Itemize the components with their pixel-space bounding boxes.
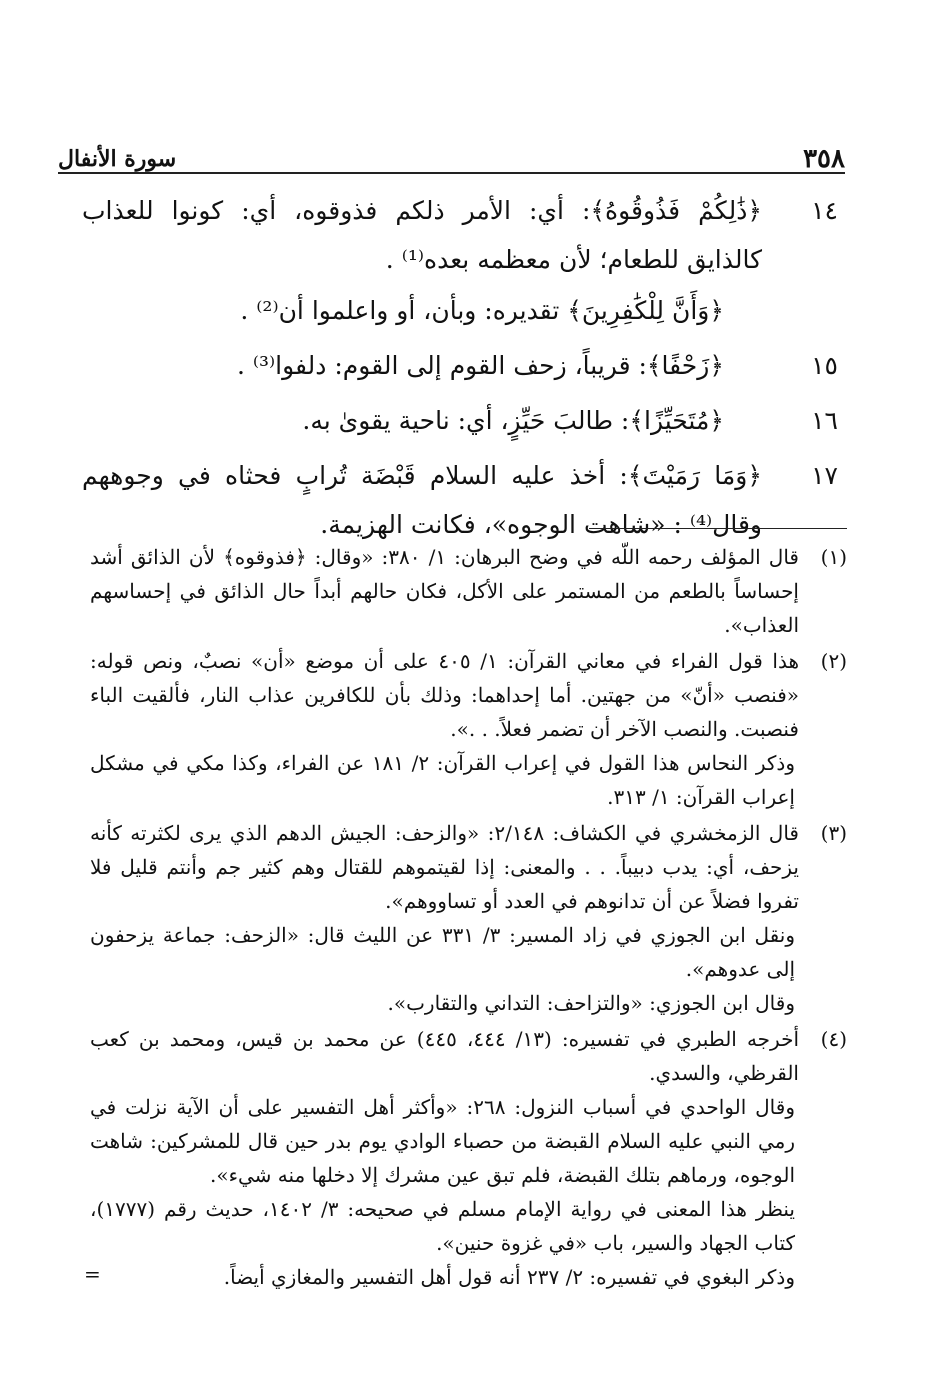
footnote-text: وقال ابن الجوزي: «والتزاحف: التداني والتقارب». — [387, 991, 795, 1015]
verse-entry — [82, 396, 847, 445]
footnote-text: قال الزمخشري في الكشاف: ٢/١٤٨: «والزحف: الجيش الدهم الذي يرى لكثرته كأنه يزحف، أي: يدب دبيباً. . . والمعنى: إذا لقيتموهم للقتال وهم كثير جم وأنتم قليل فلا تفروا فضلاً عن أن تدانوهم في العدد أو تساووهم». — [90, 821, 799, 913]
footnote-text: أخرجه الطبري في تفسيره: (١٣/ ٤٤٤، ٤٤٥) عن محمد بن قيس، ومحمد بن كعب القرظي، والسدي. — [90, 1027, 799, 1085]
footnote-number: (٤) — [820, 1027, 847, 1051]
verse-number: ١٦ — [811, 406, 838, 435]
footnote-number: (١) — [820, 545, 847, 569]
footnote — [90, 644, 847, 814]
verse-number: ١٧ — [811, 461, 838, 490]
verse-entry — [82, 286, 847, 335]
footnote-text: ينظر هذا المعنى في رواية الإمام مسلم في صحيحه: ٣/ ١٤٠٢، حديث رقم (١٧٧٧)، كتاب الجهاد والسير، باب «في غزوة حنين». — [90, 1197, 795, 1255]
footnote-text: قال المؤلف رحمه اللّه في وضح البرهان: ١/ ٣٨٠: «وقال: ﴿فذوقوه﴾ لأن الذائق أشد إحساساً بالطعم من المستمر على الأكل، فكان حالهم أبداً حال الذائق في إحساسهم العذاب». — [90, 545, 799, 637]
continuation-mark: = — [84, 1262, 101, 1286]
verse-entry — [82, 451, 847, 549]
verse-commentary: ﴿وَمَا رَمَيْتَ﴾: أخذ عليه السلام قَبْضَة تُرابٍ فحثاه في وجوههم وقال⁽⁴⁾ : «شاهت الوجوه»، فكانت الهزيمة. — [82, 461, 762, 539]
footnote-number: (٢) — [820, 649, 847, 673]
page-number: ٣٥٨ — [803, 144, 845, 174]
footnote — [90, 1022, 847, 1294]
footnote — [90, 816, 847, 1020]
main-text — [82, 186, 847, 549]
verse-number: ١٥ — [811, 351, 838, 380]
page-header — [58, 142, 845, 174]
footnote-text: وقال الواحدي في أسباب النزول: ٢٦٨: «وأكثر أهل التفسير على أن الآية نزلت في رمي النبي عليه السلام القبضة من حصباء الوادي يوم بدر حين قال للمشركين: شاهت الوجوه، ورماهم بتلك القبضة، فلم تبق عين مشرك إلا دخلها منه شيء». — [90, 1095, 795, 1187]
footnote-text: هذا قول الفراء في معاني القرآن: ١/ ٤٠٥ على أن موضع «أن» نصبٌ، ونص قوله: «فنصب «أنّ» من جهتين. أما إحداهما: وذلك بأن للكافرين عذاب النار، فألقيت الباء فنصبت. والنصب الآخر أن تضمر فعلاً. . .». — [90, 649, 799, 741]
verse-entry — [82, 341, 847, 390]
verse-commentary: ﴿مُتَحَيِّزًا﴾: طالبَ حَيِّزٍ، أي: ناحية يقوىٰ به. — [302, 406, 724, 435]
footnote-number: (٣) — [820, 821, 847, 845]
footnote-text: وذكر النحاس هذا القول في إعراب القرآن: ٢/ ١٨١ عن الفراء، وكذا مكي في مشكل إعراب القرآن: ١/ ٣١٣. — [90, 751, 795, 809]
surah-title: سورة الأنفال — [58, 146, 177, 172]
footnote-divider — [589, 528, 847, 529]
footnote — [90, 540, 847, 642]
verse-commentary: ﴿زَحْفًا﴾: قريباً، زحف القوم إلى القوم: دلفوا⁽³⁾ . — [236, 351, 724, 380]
verse-entry — [82, 186, 847, 284]
footnote-text: ونقل ابن الجوزي في زاد المسير: ٣/ ٣٣١ عن الليث قال: «الزحف: جماعة يزحفون إلى عدوهم». — [90, 923, 795, 981]
verse-commentary: ﴿وَأَنَّ لِلْكَٰفِرِينَ﴾ تقديره: وبأن، أو واعلموا أن⁽²⁾ . — [240, 296, 724, 325]
footnotes — [90, 540, 847, 1296]
verse-number: ١٤ — [811, 196, 838, 225]
footnote-text: وذكر البغوي في تفسيره: ٢/ ٢٣٧ أنه قول أهل التفسير والمغازي أيضاً. — [223, 1265, 795, 1289]
verse-commentary: ﴿ذَٰلِكُمْ فَذُوقُوهُ﴾: أي: الأمر ذلكم فذوقوه، أي: كونوا للعذاب كالذايق للطعام؛ لأن معظمه بعده⁽¹⁾ . — [82, 196, 762, 274]
